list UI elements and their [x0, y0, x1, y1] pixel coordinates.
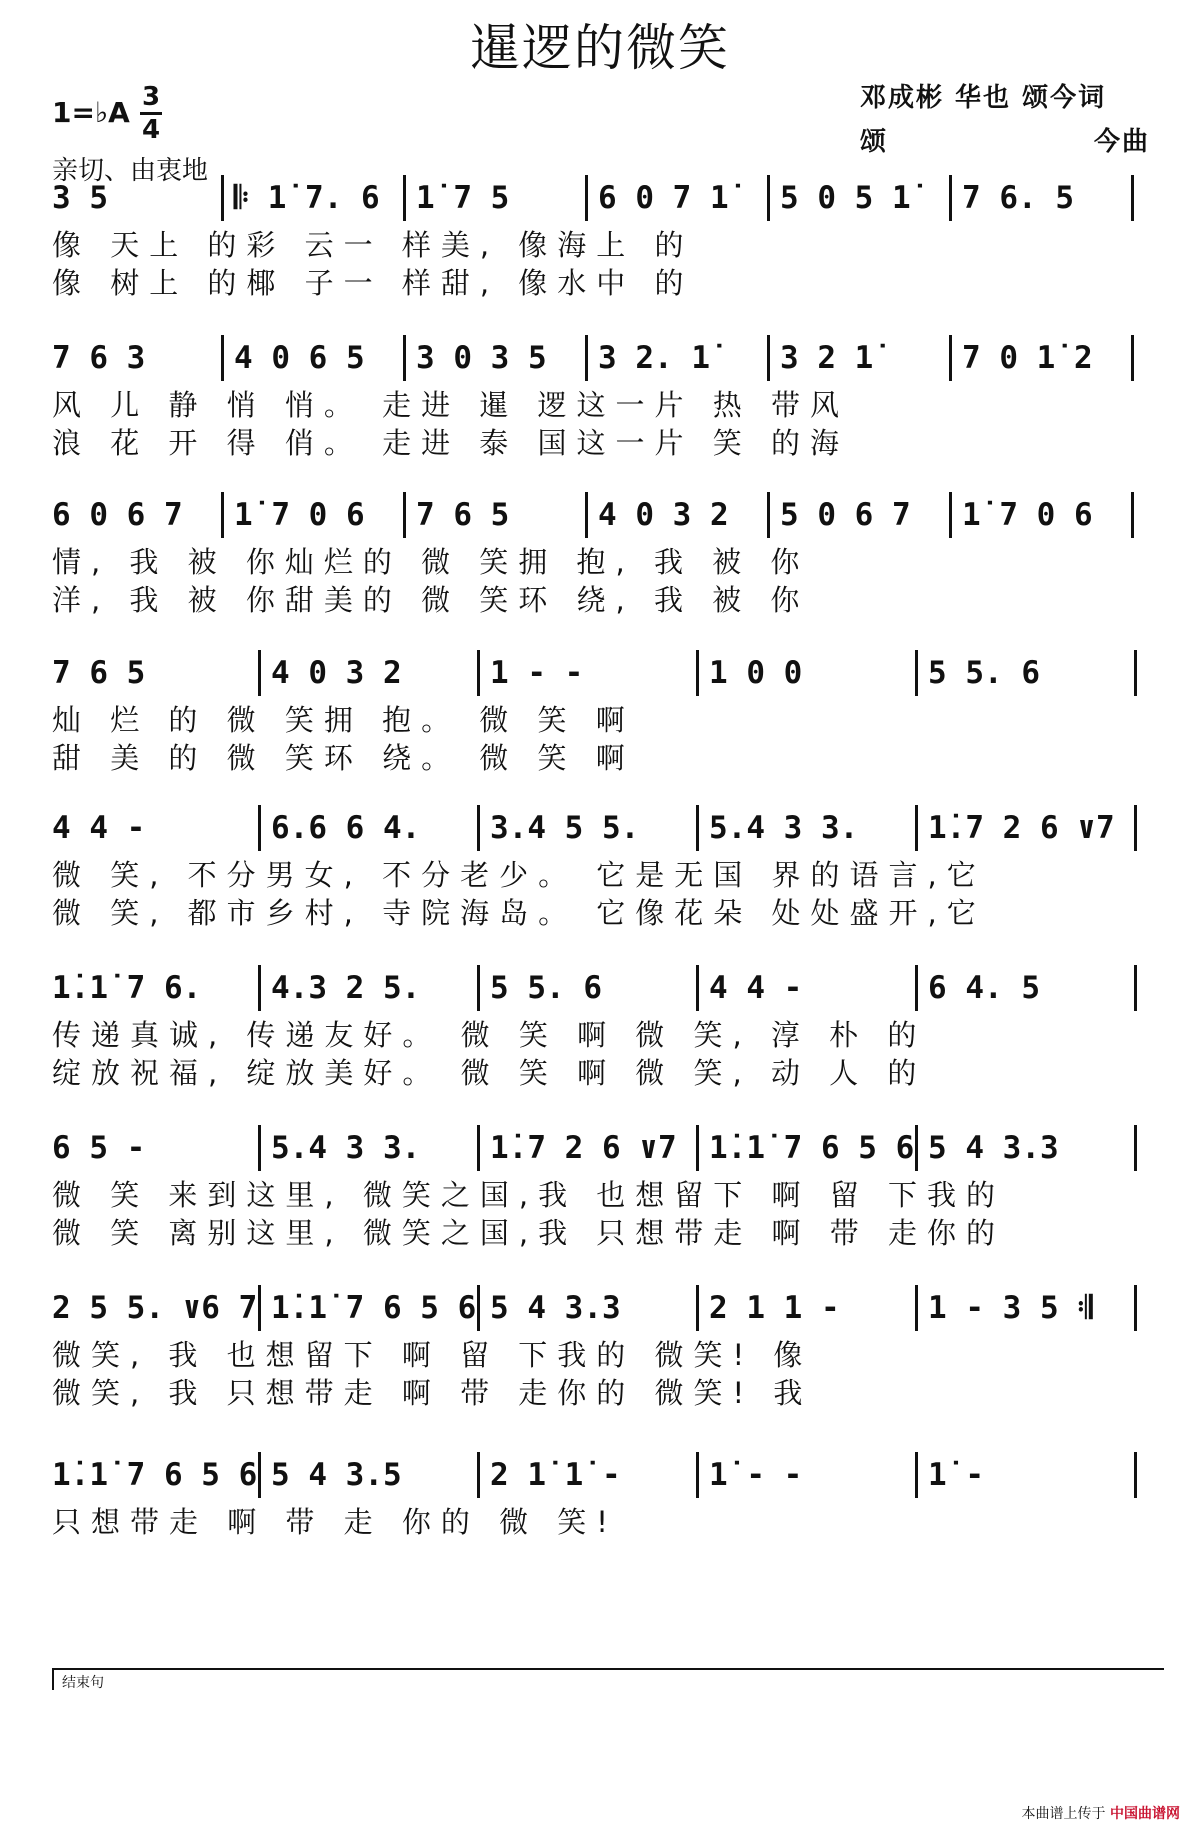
bar-line: [949, 492, 952, 538]
notation-line: [52, 330, 1162, 386]
bar-line: [915, 1452, 918, 1498]
bar-line: [1131, 335, 1134, 381]
measure: 1 - -: [490, 655, 584, 691]
measure: 𝄆 1̇ 7. 6: [234, 179, 380, 216]
measure: 1 0 0: [709, 655, 803, 691]
bar-line: [915, 1125, 918, 1171]
bar-line: [1131, 492, 1134, 538]
lyric-line: 传递真诚, 传递友好。 微 笑 啊 微 笑, 淳 朴 的: [52, 1018, 927, 1052]
notation-line: [52, 1120, 1162, 1176]
measure: 5 5. 6: [490, 970, 602, 1006]
bar-line: [585, 175, 588, 221]
measure: 7 6. 5: [962, 180, 1074, 216]
page-title: 暹逻的微笑: [470, 19, 730, 77]
bar-line: [258, 805, 261, 851]
measure: 1̇.1̇ 7 6 5 6: [52, 1457, 258, 1493]
measure: 5.4 3 3.: [271, 1130, 421, 1166]
notation-line: [52, 645, 1162, 701]
tempo-marking: 亲切、由衷地: [52, 156, 209, 186]
measure: 1̇ - -: [709, 1457, 803, 1493]
bar-line: [696, 1452, 699, 1498]
bar-line: [403, 492, 406, 538]
notation-line: [52, 960, 1162, 1016]
measure: 6 0 7 1̇: [598, 180, 729, 216]
bar-line: [1134, 805, 1137, 851]
bar-line: [767, 335, 770, 381]
measure: 1̇.7 2 6 ∨7: [928, 810, 1115, 846]
score-system: [52, 330, 1162, 462]
bar-line: [1134, 1125, 1137, 1171]
bar-line: [696, 1125, 699, 1171]
measure: 3 2 1̇: [780, 340, 874, 376]
composer-name: 颂: [860, 127, 889, 157]
measure: 6 0 6 7: [52, 497, 183, 533]
measure: 5 0 5 1̇: [780, 180, 911, 216]
bar-line: [1134, 1285, 1137, 1331]
ending-label: 结束句: [62, 1675, 104, 1691]
lyric-line: 像 天上 的彩 云一 样美, 像海上 的: [52, 228, 694, 262]
meter-top: 3: [141, 82, 161, 112]
bar-line: [949, 175, 952, 221]
measure: 1̇ 7 5: [416, 180, 510, 216]
score-system: [52, 1447, 1162, 1541]
measure: 4 0 3 2: [598, 497, 729, 533]
footer-site: 中国曲谱网: [1110, 1806, 1180, 1822]
score-system: [52, 1120, 1162, 1252]
lyric-line: 灿 烂 的 微 笑拥 抱。 微 笑 啊: [52, 703, 635, 737]
bar-line: [767, 175, 770, 221]
bar-line: [1134, 1452, 1137, 1498]
bar-line: [915, 650, 918, 696]
bar-line: [477, 1452, 480, 1498]
bar-line: [477, 965, 480, 1011]
bar-line: [477, 1285, 480, 1331]
credits: [860, 76, 1150, 164]
measure: 3 0 3 5: [416, 340, 547, 376]
measure: 5 4 3.3: [928, 1130, 1059, 1166]
bar-line: [696, 1285, 699, 1331]
measure: 6 5 -: [52, 1130, 146, 1166]
lyric-line: 情, 我 被 你灿烂的 微 笑拥 抱, 我 被 你: [52, 545, 810, 579]
measure: 1 - 3 5 𝄇: [928, 1289, 1093, 1326]
bar-line: [258, 1285, 261, 1331]
bar-line: [403, 335, 406, 381]
measure: 7 6 5: [52, 655, 146, 691]
bar-line: [696, 805, 699, 851]
bar-line: [258, 650, 261, 696]
measure: 5 4 3.5: [271, 1457, 402, 1493]
bar-line: [696, 965, 699, 1011]
score-system: [52, 170, 1162, 302]
bar-line: [477, 805, 480, 851]
lyric-line: 只想带走 啊 带 走 你的 微 笑!: [52, 1505, 618, 1539]
bar-line: [767, 492, 770, 538]
measure: 4 4 -: [52, 810, 146, 846]
footer: [1022, 1803, 1180, 1823]
bar-line: [477, 650, 480, 696]
bar-line: [915, 805, 918, 851]
measure: 2 1̇ 1̇ -: [490, 1457, 621, 1493]
bar-line: [585, 492, 588, 538]
bar-line: [585, 335, 588, 381]
bar-line: [221, 175, 224, 221]
lyric-line: 微 笑, 都市乡村, 寺院海岛。 它像花朵 处处盛开,它: [52, 896, 986, 930]
score-system: [52, 960, 1162, 1092]
measure: 5.4 3 3.: [709, 810, 859, 846]
measure: 4 0 3 2: [271, 655, 402, 691]
lyric-line: 绽放祝福, 绽放美好。 微 笑 啊 微 笑, 动 人 的: [52, 1056, 927, 1090]
bar-line: [949, 335, 952, 381]
notation-line: [52, 800, 1162, 856]
measure: 6 4. 5: [928, 970, 1040, 1006]
lyric-line: 微 笑 离别这里, 微笑之国,我 只想带走 啊 带 走你的: [52, 1216, 1005, 1250]
lyric-line: 甜 美 的 微 笑环 绕。 微 笑 啊: [52, 741, 635, 775]
measure: 1̇ 7 0 6: [234, 497, 365, 533]
measure: 1̇.1̇ 7 6 5 6: [709, 1130, 915, 1166]
measure: 5 0 6 7: [780, 497, 911, 533]
bar-line: [915, 1285, 918, 1331]
measure: 7 0 1̇ 2: [962, 340, 1093, 376]
measure: 5 4 3.3: [490, 1290, 621, 1326]
measure: 1̇.1̇ 7 6.: [52, 970, 202, 1006]
bar-line: [258, 1125, 261, 1171]
measure: 3.4 5 5.: [490, 810, 640, 846]
score-system: [52, 800, 1162, 932]
lyric-line: 微笑, 我 只想带走 啊 带 走你的 微笑! 我: [52, 1376, 813, 1410]
measure: 2 1 1 -: [709, 1290, 840, 1326]
bar-line: [696, 650, 699, 696]
lyric-line: 微笑, 我 也想留下 啊 留 下我的 微笑! 像: [52, 1338, 813, 1372]
ending-bracket: [52, 1668, 1164, 1690]
measure: 4 0 6 5: [234, 340, 365, 376]
bar-line: [1134, 650, 1137, 696]
measure: 3 2. 1̇: [598, 340, 710, 376]
measure: 7 6 5: [416, 497, 510, 533]
footer-prefix: 本曲谱上传于: [1021, 1806, 1106, 1822]
meter-bottom: 4: [141, 115, 161, 145]
lyric-line: 像 树上 的椰 子一 样甜, 像水中 的: [52, 266, 694, 300]
notation-line: [52, 1447, 1162, 1503]
composer-line: [860, 120, 1150, 164]
measure: 5 5. 6: [928, 655, 1040, 691]
measure: 2 5 5. ∨6 7: [52, 1290, 258, 1326]
measure: 6.6 6 4.: [271, 810, 421, 846]
score-system: [52, 1280, 1162, 1412]
score-system: [52, 487, 1162, 619]
notation-line: [52, 170, 1162, 226]
bar-line: [1131, 175, 1134, 221]
bar-line: [221, 335, 224, 381]
lyric-line: 微 笑 来到这里, 微笑之国,我 也想留下 啊 留 下我的: [52, 1178, 1005, 1212]
measure: 4 4 -: [709, 970, 803, 1006]
measure: 4.3 2 5.: [271, 970, 421, 1006]
time-signature: [140, 82, 162, 145]
bar-line: [258, 1452, 261, 1498]
measure: 1̇.1̇ 7 6 5 6: [271, 1290, 477, 1326]
bar-line: [258, 965, 261, 1011]
lyric-line: 浪 花 开 得 俏。 走进 泰 国这一片 笑 的海: [52, 426, 849, 460]
lyricists: 邓成彬 华也 颂今词: [860, 83, 1107, 113]
bar-line: [221, 492, 224, 538]
bar-line: [1134, 965, 1137, 1011]
lyric-line: 洋, 我 被 你甜美的 微 笑环 绕, 我 被 你: [52, 583, 810, 617]
notation-line: [52, 487, 1162, 543]
bar-line: [477, 1125, 480, 1171]
measure: 1̇.7 2 6 ∨7: [490, 1130, 677, 1166]
measure: 7 6 3: [52, 340, 146, 376]
lyric-line: 微 笑, 不分男女, 不分老少。 它是无国 界的语言,它: [52, 858, 986, 892]
score-system: [52, 645, 1162, 777]
measure: 1̇ -: [928, 1457, 984, 1493]
composer-suffix: 今曲: [1093, 127, 1150, 157]
bar-line: [915, 965, 918, 1011]
bar-line: [403, 175, 406, 221]
key-signature: 1=♭A: [52, 96, 130, 129]
measure: 1̇ 7 0 6: [962, 497, 1093, 533]
notation-line: [52, 1280, 1162, 1336]
measure: 3 5: [52, 180, 108, 216]
lyric-line: 风 儿 静 悄 悄。 走进 暹 逻这一片 热 带风: [52, 388, 849, 422]
